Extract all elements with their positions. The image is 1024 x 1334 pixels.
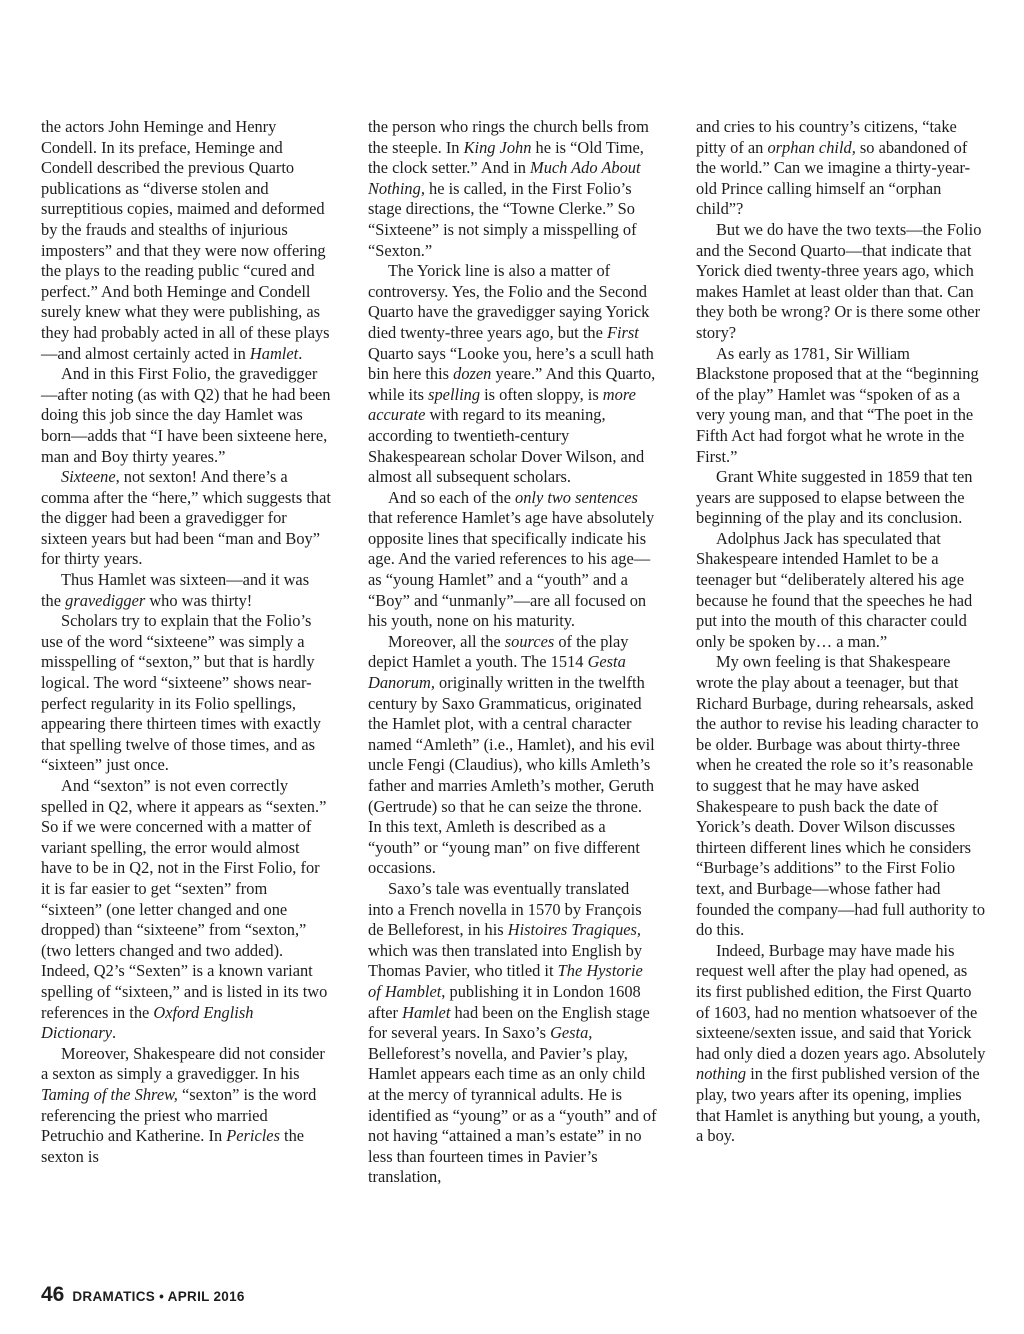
paragraph	[368, 632, 658, 879]
text-run: which was then translated into English by Thomas Pavier, who titled it	[368, 940, 643, 981]
italic-text: nothing	[696, 1064, 747, 1084]
article-column-2	[368, 117, 658, 1188]
italic-text: sources	[504, 631, 555, 651]
paragraph	[41, 611, 331, 776]
text-run: and cries to his country’s citizens, “take pitty of an	[696, 117, 957, 157]
text-run: Moreover, Shakespeare did not consider a sexton as simply a gravedigger. In his	[41, 1043, 325, 1084]
text-run: Adolphus Jack has speculated that Shakespeare intended Hamlet to be a teenager but “deliberately altered his age because he found that the speeches he had put into the mouth of this character could only be spoken by… a man.”	[696, 528, 973, 651]
italic-text: Oxford English Dictionary	[41, 1002, 254, 1043]
text-run: Scholars try to explain that the Folio’s use of the word “sixteene” was simply a misspelling of “sexton,” but that is hardly logical. The word “sixteene” shows near-perfect regularity in its Folio spellings, appearing there thirteen times with exactly that spelling twelve of those times, and as “sixteen” just once.	[41, 611, 321, 775]
italic-text: The Hystorie of Hamblet	[368, 961, 643, 1001]
text-run: And in this First Folio, the gravedigger—after noting (as with Q2) that he had been doing this job since the day Hamlet was born—adds that “I have been sixteene here, man and Boy thirty yeares.”	[41, 364, 331, 466]
text-run: Grant White suggested in 1859 that ten years are supposed to elapse between the beginning of the play and its conclusion.	[696, 467, 973, 528]
italic-text: gravedigger	[65, 590, 146, 610]
text-run: the actors John Heminge and Henry Condell. In its preface, Heminge and Condell described the previous Quarto publications as “diverse stolen and surreptitious copies, maimed and deformed by the frauds and stealths of injurious imposters” and that they were now offering the plays to the reading public “cured and perfect.” And both Heminge and Condell surely knew what they were publishing, as they had probably acted in all of these plays—and almost certainly acted in	[41, 117, 330, 363]
paragraph	[696, 652, 986, 940]
italic-text: Gesta,	[550, 1023, 593, 1043]
text-run: Thus Hamlet was sixteen—and it was the	[41, 570, 310, 610]
paragraph	[696, 941, 986, 1147]
italic-text: spelling	[428, 384, 481, 404]
paragraph	[368, 117, 658, 261]
text-run: “sexton” is the word referencing the priest who married Petruchio and Katherine. In	[41, 1084, 317, 1146]
paragraph	[696, 529, 986, 653]
text-run: Quarto says “Looke you, here’s a scull hath bin here this	[368, 343, 654, 384]
italic-text: Gesta Danorum,	[368, 652, 626, 693]
text-run: Saxo’s tale was eventually translated into a French novella in 1570 by François de Belleforest, in his	[368, 878, 642, 940]
italic-text: Hamlet	[402, 1002, 451, 1022]
text-run: who was thirty!	[145, 590, 253, 610]
text-run: , publishing it in London 1608 after	[368, 981, 641, 1022]
paragraph	[696, 344, 986, 468]
text-run: with regard to its meaning, according to twentieth-century Shakespearean scholar Dover Wilson, and almost all subsequent scholars.	[368, 405, 645, 487]
italic-text: orphan child,	[767, 137, 856, 157]
italic-text: Hamlet	[249, 343, 299, 363]
paragraph	[41, 117, 331, 364]
italic-text: more accurate	[368, 384, 636, 425]
paragraph	[696, 117, 986, 220]
italic-text: only two sentences	[515, 487, 638, 507]
text-run: in the first published version of the play, two years after its opening, implies that Hamlet is anything but young, a youth, a boy.	[696, 1064, 981, 1146]
text-run: As early as 1781, Sir William Blackstone proposed that at the “beginning of the play” Hamlet was “spoken of as a very young man, and that “The poet in the Fifth Act had forgot what he wrote in the First.”	[696, 343, 979, 466]
text-run: But we do have the two texts—the Folio and the Second Quarto—that indicate that Yorick died twenty-three years ago, which makes Hamlet at least older than that. Can they both be wrong? Or is there some other story?	[696, 219, 982, 342]
page-footer	[41, 1283, 245, 1307]
text-run: And so each of the	[388, 487, 515, 507]
paragraph	[368, 488, 658, 632]
text-run: originally written in the twelfth century by Saxo Grammaticus, originated the Hamlet plot, with a central character named “Amleth” (i.e., Hamlet), and his evil uncle Fengi (Claudius), who kills Amleth’s father and marries Amleth’s mother, Geruth (Gertrude) so that he can seize the throne. In this text, Amleth is described as a “youth” or “young man” on five different occasions.	[368, 673, 655, 878]
paragraph	[41, 776, 331, 1044]
article-column-1	[41, 117, 331, 1167]
italic-text: King John	[463, 137, 532, 157]
text-run: is often sloppy, is	[480, 384, 603, 404]
italic-text: Pericles	[226, 1126, 280, 1146]
text-run: , not sexton! And there’s a comma after the “here,” which suggests that the digger had been a gravedigger for sixteen years but had been “man and Boy” for thirty years.	[41, 467, 331, 569]
text-run: My own feeling is that Shakespeare wrote the play about a teenager, but that Richard Burbage, during rehearsals, asked the author to revise his leading character to be older. Burbage was about thirty-three when he created the role so it’s reasonable to suggest that he may have asked Shakespeare to push back the date of Yorick’s death. Dover Wilson discusses thirteen different lines which he considers “Burbage’s additions” to the First Folio text, and Burbage—whose father had founded the company—had full authority to do this.	[696, 652, 986, 940]
text-run: the sexton is	[41, 1126, 305, 1166]
text-run: Belleforest’s novella, and Pavier’s play, Hamlet appears each time as an only child at the mercy of tyrannical adults. He is identified as “young” or as a “youth” and of not having “attained a man’s estate” in no less than fourteen times in Pavier’s translation,	[368, 1043, 657, 1187]
italic-text: dozen	[453, 364, 492, 384]
italic-text: Histoires Tragiques,	[507, 920, 642, 940]
paragraph	[368, 261, 658, 488]
publication-line: DRAMATICS • APRIL 2016	[72, 1289, 245, 1304]
paragraph	[696, 467, 986, 529]
article-column-3	[696, 117, 986, 1147]
italic-text: Taming of the Shrew,	[41, 1084, 178, 1104]
text-run: of the play depict Hamlet a youth. The 1514	[368, 631, 629, 672]
text-run: And “sexton” is not even correctly spelled in Q2, where it appears as “sexten.” So if we were concerned with a matter of variant spelling, the error would almost have to be in Q2, not in the First Folio, for it is far easier to get “sexten” from “sixteen” (one letter changed and one dropped) than “sixteene” from “sexton,” (two letters changed and two added). Indeed, Q2’s “Sexten” is a known variant spelling of “sixteen,” and is listed in its two references in the	[41, 776, 328, 1022]
text-run: that reference Hamlet’s age have absolutely opposite lines that specifically indicate his age. And the varied references to his age—as “young Hamlet” and a “youth” and a “Boy” and “unmanly”—are all focused on his youth, none on his maturity.	[368, 508, 655, 631]
text-run: he is “Old Time, the clock setter.” And in	[368, 137, 644, 178]
paragraph	[41, 467, 331, 570]
text-run: yeare.” And this Quarto, while its	[368, 364, 656, 404]
paragraph	[368, 879, 658, 1188]
page-number: 46	[41, 1283, 65, 1306]
text-run: he is called, in the First Folio’s stage directions, the “Towne Clerke.” So “Sixteene” is not simply a misspelling of “Sexton.”	[368, 178, 637, 260]
text-run: had been on the English stage for several years. In Saxo’s	[368, 1002, 650, 1043]
text-run: Moreover, all the	[388, 631, 505, 651]
text-run: .	[298, 343, 303, 363]
text-run: so abandoned of the world.” Can we imagine a thirty-year-old Prince calling himself an “orphan child”?	[696, 137, 971, 219]
text-run: the person who rings the church bells from the steeple. In	[368, 117, 649, 157]
italic-text: Much Ado About Nothing,	[368, 158, 641, 198]
paragraph	[41, 570, 331, 611]
text-run: Indeed, Burbage may have made his request well after the play had opened, as its first published edition, the First Quarto of 1603, had no mention whatsoever of the sixteene/sexten issue, and said that Yorick had only died a dozen years ago. Absolutely	[696, 940, 986, 1063]
paragraph	[696, 220, 986, 344]
italic-text: First	[606, 322, 639, 342]
text-run: .	[112, 1023, 117, 1043]
paragraph	[41, 1044, 331, 1168]
italic-text: Sixteene	[61, 467, 116, 487]
text-run: The Yorick line is also a matter of controversy. Yes, the Folio and the Second Quarto have the gravedigger saying Yorick died twenty-three years ago, but the	[368, 261, 650, 342]
paragraph	[41, 364, 331, 467]
